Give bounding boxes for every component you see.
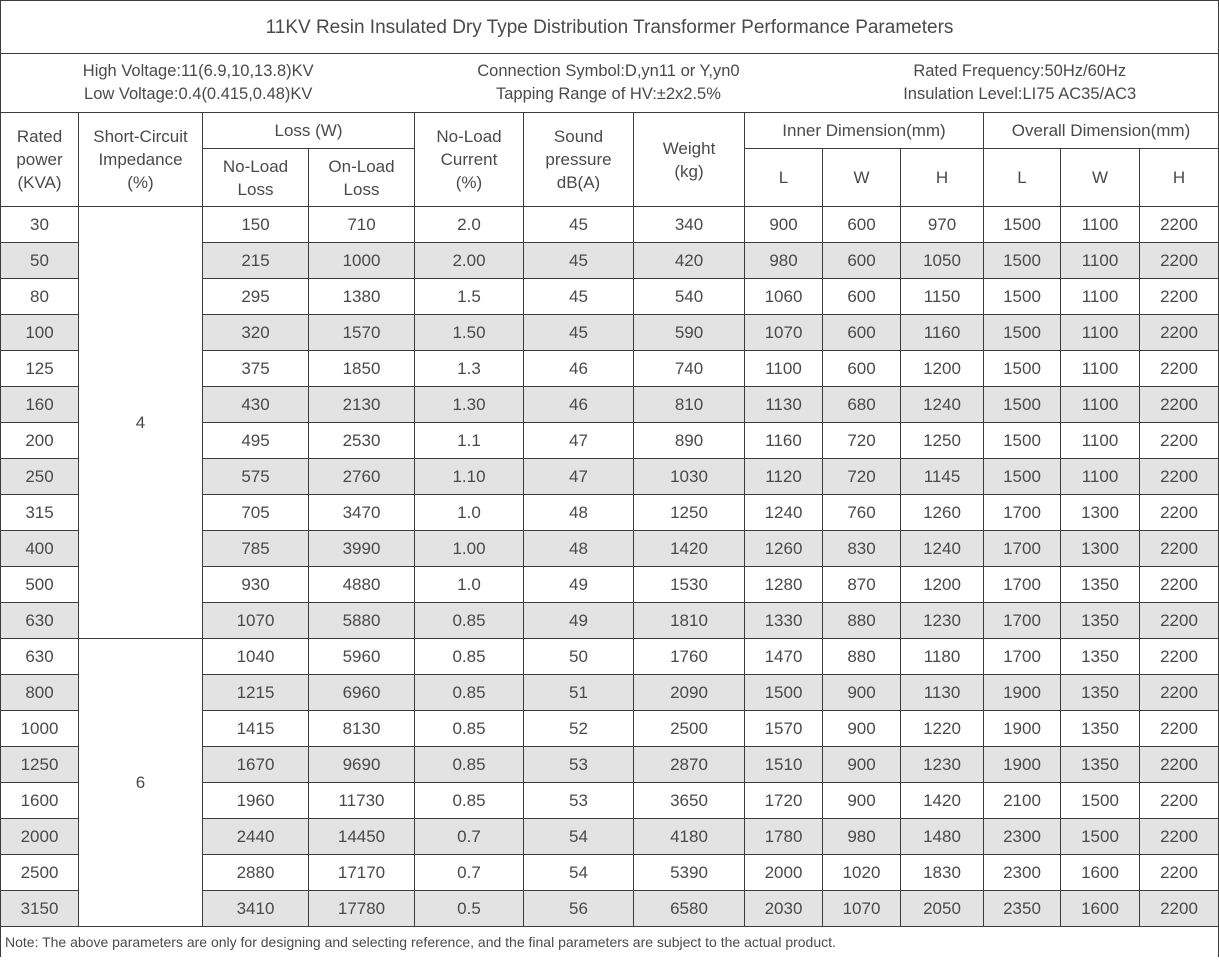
table-cell: 150: [203, 207, 309, 243]
table-cell: 320: [203, 315, 309, 351]
table-cell: 2200: [1140, 603, 1219, 639]
table-cell: 4180: [634, 819, 745, 855]
table-cell: 1100: [1061, 423, 1140, 459]
table-cell: 600: [823, 279, 901, 315]
table-cell: 0.85: [415, 747, 524, 783]
table-cell: 1030: [634, 459, 745, 495]
rated-frequency: Rated Frequency:50Hz/60Hz: [913, 62, 1127, 80]
table-cell: 2000: [1, 819, 79, 855]
table-cell: 2200: [1140, 747, 1219, 783]
header-overall-h: H: [1140, 149, 1219, 207]
table-cell: 2870: [634, 747, 745, 783]
table-cell: 1100: [1061, 315, 1140, 351]
table-cell: 740: [634, 351, 745, 387]
table-cell: 980: [745, 243, 823, 279]
table-cell: 45: [524, 243, 634, 279]
table-cell: 575: [203, 459, 309, 495]
low-voltage: Low Voltage:0.4(0.415,0.48)KV: [84, 85, 313, 103]
table-cell: 4880: [309, 567, 415, 603]
table-cell: 1240: [745, 495, 823, 531]
table-cell: 1700: [984, 495, 1061, 531]
impedance-group-cell: 6: [79, 639, 203, 927]
table-cell: 1280: [745, 567, 823, 603]
table-cell: 2200: [1140, 891, 1219, 927]
insulation-level: Insulation Level:LI75 AC35/AC3: [903, 85, 1137, 103]
high-voltage: High Voltage:11(6.9,10,13.8)KV: [82, 62, 314, 80]
table-cell: 50: [1, 243, 79, 279]
table-cell: 2200: [1140, 855, 1219, 891]
header-inner-w: W: [823, 149, 901, 207]
table-cell: 1100: [1061, 387, 1140, 423]
header-loss: Loss (W): [203, 113, 415, 149]
table-cell: 2500: [634, 711, 745, 747]
table-cell: 1700: [984, 567, 1061, 603]
table-cell: 2100: [984, 783, 1061, 819]
table-cell: 0.7: [415, 855, 524, 891]
table-cell: 2.0: [415, 207, 524, 243]
table-cell: 1240: [901, 387, 984, 423]
table-cell: 1500: [1061, 783, 1140, 819]
table-cell: 1420: [901, 783, 984, 819]
table-cell: 600: [823, 315, 901, 351]
table-row: [1, 639, 1219, 675]
table-cell: 1230: [901, 603, 984, 639]
header-on-load-loss: On-Load Loss: [309, 149, 415, 207]
table-cell: 3410: [203, 891, 309, 927]
table-cell: 5960: [309, 639, 415, 675]
table-cell: 17780: [309, 891, 415, 927]
table-cell: 1040: [203, 639, 309, 675]
table-cell: 3470: [309, 495, 415, 531]
table-cell: 2000: [745, 855, 823, 891]
table-cell: 1350: [1061, 711, 1140, 747]
table-cell: 2760: [309, 459, 415, 495]
table-cell: 1500: [984, 243, 1061, 279]
table-cell: 2090: [634, 675, 745, 711]
header-inner-dimension: Inner Dimension(mm): [745, 113, 984, 149]
table-cell: 2200: [1140, 819, 1219, 855]
table-cell: 2130: [309, 387, 415, 423]
table-cell: 6960: [309, 675, 415, 711]
table-cell: 250: [1, 459, 79, 495]
table-cell: 8130: [309, 711, 415, 747]
table-cell: 1.5: [415, 279, 524, 315]
table-cell: 400: [1, 531, 79, 567]
table-cell: 590: [634, 315, 745, 351]
connection-symbol: Connection Symbol:D,yn11 or Y,yn0: [477, 62, 740, 80]
table-cell: 495: [203, 423, 309, 459]
table-cell: 0.85: [415, 603, 524, 639]
table-cell: 2200: [1140, 495, 1219, 531]
table-cell: 5390: [634, 855, 745, 891]
table-cell: 14450: [309, 819, 415, 855]
table-cell: 420: [634, 243, 745, 279]
header-rated-power: Rated power (KVA): [1, 113, 79, 207]
header-overall-l: L: [984, 149, 1061, 207]
table-cell: 890: [634, 423, 745, 459]
tapping-range: Tapping Range of HV:±2x2.5%: [495, 85, 721, 103]
table-cell: 6580: [634, 891, 745, 927]
frequency-info: [903, 60, 1136, 106]
table-cell: 3990: [309, 531, 415, 567]
table-cell: 900: [823, 783, 901, 819]
table-cell: 5880: [309, 603, 415, 639]
table-cell: 2200: [1140, 279, 1219, 315]
table-cell: 1.1: [415, 423, 524, 459]
table-cell: 1.0: [415, 495, 524, 531]
table-cell: 0.7: [415, 819, 524, 855]
table-cell: 47: [524, 459, 634, 495]
table-cell: 2880: [203, 855, 309, 891]
table-cell: 900: [823, 747, 901, 783]
table-cell: 1600: [1061, 855, 1140, 891]
table-cell: 2.00: [415, 243, 524, 279]
table-cell: 200: [1, 423, 79, 459]
table-cell: 0.5: [415, 891, 524, 927]
table-cell: 1.3: [415, 351, 524, 387]
table-cell: 900: [823, 711, 901, 747]
table-cell: 1700: [984, 639, 1061, 675]
table-cell: 2200: [1140, 351, 1219, 387]
header-weight: Weight (kg): [634, 113, 745, 207]
table-cell: 160: [1, 387, 79, 423]
table-cell: 1100: [1061, 243, 1140, 279]
table-cell: 1570: [309, 315, 415, 351]
table-cell: 1500: [745, 675, 823, 711]
table-cell: 1160: [745, 423, 823, 459]
table-cell: 900: [745, 207, 823, 243]
table-cell: 1810: [634, 603, 745, 639]
table-cell: 1570: [745, 711, 823, 747]
table-cell: 1500: [1061, 819, 1140, 855]
table-cell: 785: [203, 531, 309, 567]
table-cell: 1060: [745, 279, 823, 315]
table-cell: 1350: [1061, 675, 1140, 711]
table-cell: 1220: [901, 711, 984, 747]
table-cell: 1380: [309, 279, 415, 315]
header-inner-h: H: [901, 149, 984, 207]
table-cell: 45: [524, 315, 634, 351]
table-cell: 1600: [1, 783, 79, 819]
table-cell: 1760: [634, 639, 745, 675]
table-cell: 1700: [984, 531, 1061, 567]
table-cell: 430: [203, 387, 309, 423]
table-cell: 54: [524, 819, 634, 855]
table-cell: 930: [203, 567, 309, 603]
table-cell: 1260: [901, 495, 984, 531]
table-cell: 2300: [984, 855, 1061, 891]
table-cell: 1480: [901, 819, 984, 855]
table-cell: 600: [823, 243, 901, 279]
table-cell: 50: [524, 639, 634, 675]
table-cell: 11730: [309, 783, 415, 819]
connection-info: [477, 60, 739, 106]
table-cell: 2300: [984, 819, 1061, 855]
table-cell: 1215: [203, 675, 309, 711]
table-cell: 1000: [1, 711, 79, 747]
table-cell: 1100: [1061, 207, 1140, 243]
table-cell: 125: [1, 351, 79, 387]
table-cell: 1250: [901, 423, 984, 459]
table-cell: 870: [823, 567, 901, 603]
table-cell: 2200: [1140, 711, 1219, 747]
table-cell: 1510: [745, 747, 823, 783]
table-cell: 2200: [1140, 567, 1219, 603]
table-cell: 1350: [1061, 747, 1140, 783]
table-cell: 3150: [1, 891, 79, 927]
table-cell: 56: [524, 891, 634, 927]
table-cell: 1200: [901, 351, 984, 387]
table-cell: 1160: [901, 315, 984, 351]
table-cell: 2200: [1140, 207, 1219, 243]
table-cell: 1180: [901, 639, 984, 675]
table-cell: 2200: [1140, 459, 1219, 495]
table-cell: 1100: [745, 351, 823, 387]
table-cell: 49: [524, 603, 634, 639]
table-cell: 1.50: [415, 315, 524, 351]
table-cell: 2350: [984, 891, 1061, 927]
table-cell: 2200: [1140, 315, 1219, 351]
table-cell: 720: [823, 423, 901, 459]
table-cell: 1150: [901, 279, 984, 315]
table-cell: 880: [823, 639, 901, 675]
table-cell: 1670: [203, 747, 309, 783]
table-cell: 830: [823, 531, 901, 567]
table-cell: 1250: [634, 495, 745, 531]
table-cell: 1500: [984, 387, 1061, 423]
header-impedance: Short-Circuit Impedance (%): [79, 113, 203, 207]
table-cell: 1420: [634, 531, 745, 567]
table-cell: 1350: [1061, 639, 1140, 675]
table-cell: 630: [1, 639, 79, 675]
table-cell: 1500: [984, 459, 1061, 495]
table-cell: 630: [1, 603, 79, 639]
table-cell: 1700: [984, 603, 1061, 639]
table-cell: 1.0: [415, 567, 524, 603]
table-cell: 49: [524, 567, 634, 603]
table-cell: 375: [203, 351, 309, 387]
table-cell: 1250: [1, 747, 79, 783]
table-cell: 800: [1, 675, 79, 711]
table-title: 11KV Resin Insulated Dry Type Distribution Transformer Performance Parameters: [1, 1, 1219, 54]
table-cell: 45: [524, 279, 634, 315]
table-cell: 1850: [309, 351, 415, 387]
table-cell: 0.85: [415, 675, 524, 711]
table-cell: 9690: [309, 747, 415, 783]
table-cell: 1350: [1061, 603, 1140, 639]
table-cell: 970: [901, 207, 984, 243]
table-cell: 46: [524, 351, 634, 387]
table-cell: 2530: [309, 423, 415, 459]
table-cell: 540: [634, 279, 745, 315]
header-inner-l: L: [745, 149, 823, 207]
table-cell: 1330: [745, 603, 823, 639]
table-cell: 2200: [1140, 423, 1219, 459]
table-cell: 1020: [823, 855, 901, 891]
table-cell: 1070: [745, 315, 823, 351]
table-cell: 1130: [901, 675, 984, 711]
header-overall-dimension: Overall Dimension(mm): [984, 113, 1219, 149]
table-cell: 48: [524, 495, 634, 531]
table-cell: 1500: [984, 207, 1061, 243]
table-cell: 1120: [745, 459, 823, 495]
table-cell: 1100: [1061, 459, 1140, 495]
table-row: [1, 207, 1219, 243]
table-body: [1, 207, 1219, 927]
table-cell: 1.10: [415, 459, 524, 495]
table-cell: 295: [203, 279, 309, 315]
table-cell: 0.85: [415, 639, 524, 675]
table-cell: 1900: [984, 711, 1061, 747]
table-cell: 1470: [745, 639, 823, 675]
table-cell: 2500: [1, 855, 79, 891]
table-cell: 1130: [745, 387, 823, 423]
spec-summary: [1, 54, 1219, 113]
table-cell: 3650: [634, 783, 745, 819]
table-cell: 2200: [1140, 531, 1219, 567]
table-cell: 1100: [1061, 351, 1140, 387]
table-cell: 315: [1, 495, 79, 531]
table-cell: 53: [524, 747, 634, 783]
table-cell: 30: [1, 207, 79, 243]
table-cell: 1070: [203, 603, 309, 639]
table-cell: 1100: [1061, 279, 1140, 315]
table-cell: 1300: [1061, 495, 1140, 531]
header-sound-pressure: Sound pressure dB(A): [524, 113, 634, 207]
table-cell: 215: [203, 243, 309, 279]
table-cell: 1.00: [415, 531, 524, 567]
table-cell: 720: [823, 459, 901, 495]
table-cell: 2030: [745, 891, 823, 927]
table-cell: 2200: [1140, 243, 1219, 279]
table-cell: 1230: [901, 747, 984, 783]
table-cell: 1900: [984, 747, 1061, 783]
table-cell: 1070: [823, 891, 901, 927]
table-cell: 880: [823, 603, 901, 639]
table-cell: 760: [823, 495, 901, 531]
table-cell: 1145: [901, 459, 984, 495]
table-cell: 1530: [634, 567, 745, 603]
table-cell: 0.85: [415, 711, 524, 747]
table-cell: 54: [524, 855, 634, 891]
table-cell: 1830: [901, 855, 984, 891]
footnote: Note: The above parameters are only for designing and selecting reference, and the final parameters are subject to the actual product.: [1, 927, 1219, 958]
table-cell: 2440: [203, 819, 309, 855]
table-cell: 1500: [984, 351, 1061, 387]
table-cell: 600: [823, 351, 901, 387]
header-overall-w: W: [1061, 149, 1140, 207]
table-cell: 1500: [984, 279, 1061, 315]
table-cell: 51: [524, 675, 634, 711]
table-cell: 1500: [984, 423, 1061, 459]
table-cell: 2200: [1140, 675, 1219, 711]
table-cell: 17170: [309, 855, 415, 891]
table-cell: 705: [203, 495, 309, 531]
voltage-info: [83, 60, 314, 106]
table-cell: 2200: [1140, 783, 1219, 819]
table-cell: 80: [1, 279, 79, 315]
impedance-group-cell: 4: [79, 207, 203, 639]
table-cell: 1300: [1061, 531, 1140, 567]
table-cell: 45: [524, 207, 634, 243]
header-no-load-loss: No-Load Loss: [203, 149, 309, 207]
table-cell: 2200: [1140, 639, 1219, 675]
table-cell: 52: [524, 711, 634, 747]
table-cell: 1960: [203, 783, 309, 819]
table-cell: 1720: [745, 783, 823, 819]
table-cell: 1600: [1061, 891, 1140, 927]
table-cell: 1260: [745, 531, 823, 567]
table-cell: 2200: [1140, 387, 1219, 423]
table-cell: 0.85: [415, 783, 524, 819]
table-cell: 53: [524, 783, 634, 819]
table-cell: 100: [1, 315, 79, 351]
table-cell: 46: [524, 387, 634, 423]
table-cell: 710: [309, 207, 415, 243]
table-cell: 1900: [984, 675, 1061, 711]
table-cell: 1415: [203, 711, 309, 747]
table-cell: 1000: [309, 243, 415, 279]
table-cell: 1780: [745, 819, 823, 855]
table-cell: 980: [823, 819, 901, 855]
table-cell: 680: [823, 387, 901, 423]
table-cell: 1240: [901, 531, 984, 567]
table-cell: 1200: [901, 567, 984, 603]
table-cell: 1350: [1061, 567, 1140, 603]
table-cell: 1.30: [415, 387, 524, 423]
table-cell: 810: [634, 387, 745, 423]
table-cell: 2050: [901, 891, 984, 927]
table-cell: 48: [524, 531, 634, 567]
table-cell: 1500: [984, 315, 1061, 351]
table-cell: 340: [634, 207, 745, 243]
table-cell: 1050: [901, 243, 984, 279]
table-cell: 600: [823, 207, 901, 243]
table-cell: 500: [1, 567, 79, 603]
header-no-load-current: No-Load Current (%): [415, 113, 524, 207]
table-cell: 47: [524, 423, 634, 459]
table-cell: 900: [823, 675, 901, 711]
